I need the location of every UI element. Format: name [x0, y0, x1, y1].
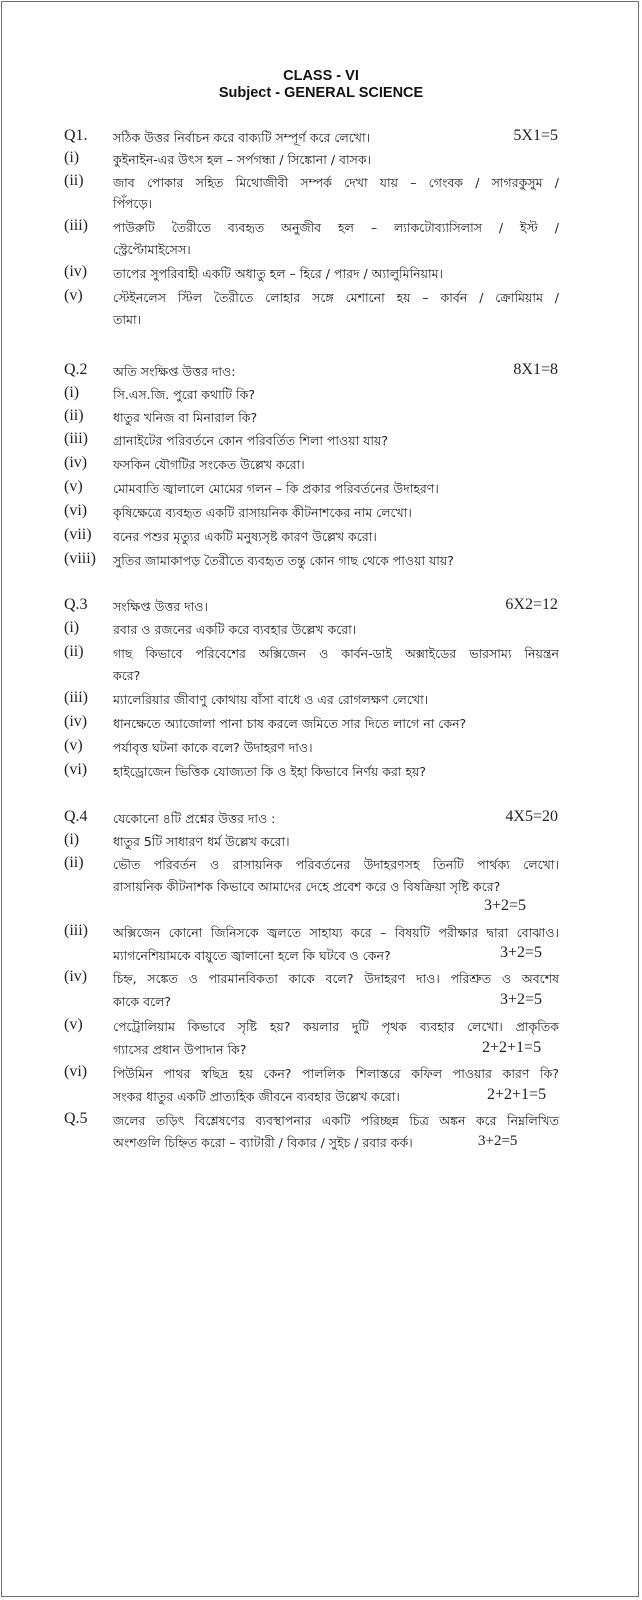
q4-item-iii-cont	[58, 945, 558, 965]
q3-item-i	[58, 619, 558, 639]
q4-item-iii	[58, 922, 558, 942]
q4-item-iv	[58, 968, 558, 988]
q3-number: Q.3	[64, 596, 88, 613]
q2-item-text: সুতির জামাকাপড় তৈরীতে ব্যবহৃত তন্তু কোন গাছ থেকে পাওয়া যায়?	[113, 553, 454, 568]
q4-item-text: পেট্রোলিয়াম কিভাবে সৃষ্টি হয়? কয়লার দুটি পৃথক ব্যবহার লেখো। প্রাকৃতিক	[113, 1019, 559, 1034]
q3-header	[58, 596, 558, 616]
q1-marks: 5X1=5	[513, 127, 558, 144]
q2-item-text: মোমবাতি জ্বালালে মোমের গলন – কি প্রকার পরিবর্তনের উদাহরণ।	[113, 481, 439, 496]
q5-marks: 3+2=5	[478, 1133, 518, 1149]
q1-item-iii	[58, 217, 558, 237]
q4-number: Q.4	[64, 808, 88, 825]
q3-item-number: (i)	[64, 619, 80, 636]
q2-item-text: গ্রানাইটের পরিবর্তনে কোন পরিবর্তিত শিলা পাওয়া যায়?	[113, 433, 389, 448]
q4-item-iv-marks: 3+2=5	[500, 991, 543, 1008]
q4-item-ii-cont	[58, 876, 558, 896]
class-heading: CLASS - VI	[283, 68, 359, 84]
q1-header	[58, 127, 558, 147]
q1-item-text-cont: তামা।	[113, 312, 142, 327]
q2-item-number: (vi)	[64, 502, 88, 519]
q4-item-text-cont: রাসায়নিক কীটনাশক কিভাবে আমাদের দেহে প্রবেশ করে ও বিষক্রিয়া সৃষ্টি করে?	[113, 879, 501, 894]
q2-item-iv	[58, 454, 558, 474]
q3-item-number: (v)	[64, 737, 83, 754]
q4-item-vi-marks: 2+2+1=5	[487, 1086, 547, 1103]
q4-item-text-cont: কাকে বলে?	[113, 994, 172, 1009]
q4-item-vi	[58, 1063, 558, 1083]
q1-item-iv	[58, 263, 558, 283]
q2-item-text: ধাতুর খনিজ বা মিনারাল কি?	[113, 410, 258, 425]
q2-number: Q.2	[64, 361, 88, 378]
q2-item-number: (iv)	[64, 454, 88, 471]
q2-item-number: (ii)	[64, 407, 84, 424]
q5-number: Q.5	[64, 1110, 88, 1127]
q1-item-number: (iii)	[64, 217, 88, 234]
q5-text-cont: অংশগুলি চিহ্নিত করো – ব্যাটারী / বিকার / সুইচ / রবার কর্ক।	[113, 1135, 413, 1150]
q3-item-number: (ii)	[64, 643, 84, 660]
q1-item-text: তাপের সুপরিবাহী একটি অধাতু হল – হিরে / পারদ / অ্যালুমিনিয়াম।	[113, 266, 444, 281]
q4-marks: 4X5=20	[505, 808, 558, 825]
q1-item-number: (i)	[64, 149, 80, 166]
q1-item-text: স্টেইনলেস স্টিল তৈরীতে লোহার সঙ্গে মেশানো হয় – কার্বন / ক্রোমিয়াম /	[113, 290, 559, 305]
q4-item-text-cont: ম্যাগনেশিয়ামকে বায়ুতে জ্বালানো হলে কি ঘটবে ও কেন?	[113, 948, 391, 963]
q3-instruction: সংক্ষিপ্ত উত্তর দাও।	[113, 599, 208, 614]
q2-item-text: বনের পশুর মৃত্যুর একটি মনুষ্যসৃষ্ট কারণ উল্লেখ করো।	[113, 529, 377, 544]
q2-item-i	[58, 384, 558, 404]
q3-item-iii	[58, 689, 558, 709]
q4-item-v-marks: 2+2+1=5	[482, 1039, 542, 1056]
q2-item-number: (vii)	[64, 526, 92, 543]
q3-item-vi	[58, 761, 558, 781]
q1-item-number: (iv)	[64, 263, 88, 280]
q4-item-i	[58, 831, 558, 851]
q1-item-text: জাব পোকার সহিত মিথোজীবী সম্পর্ক দেখা যায় – গেংবক / সাগরকুসুম /	[113, 175, 559, 190]
q2-item-number: (i)	[64, 384, 80, 401]
q3-item-number: (vi)	[64, 761, 88, 778]
q5-line-1	[58, 1110, 558, 1130]
q4-item-iv-cont	[58, 991, 558, 1011]
q3-item-text: ধানক্ষেতে অ্যাজোলা পানা চাষ করলে জমিতে সার দিতে লাগে না কেন?	[113, 716, 467, 731]
q2-item-number: (v)	[64, 478, 83, 495]
q4-item-iii-marks: 3+2=5	[500, 944, 543, 961]
q2-item-vii	[58, 526, 558, 546]
q3-item-text: হাইড্রোজেন ভিত্তিক যোজ্যতা কি ও ইহা কিভাবে নির্ণয় করা হয়?	[113, 764, 427, 779]
q1-item-number: (ii)	[64, 172, 84, 189]
q1-item-iii-cont	[58, 239, 558, 259]
q4-item-text: অক্সিজেন কোনো জিনিসকে জ্বলতে সাহায্য করে – বিষয়টি পরীক্ষার দ্বারা বোঝাও।	[113, 925, 559, 940]
q4-item-number: (iv)	[64, 968, 88, 985]
q2-item-v	[58, 478, 558, 498]
q3-item-text: রবার ও রজনের একটি করে ব্যবহার উল্লেখ করো।	[113, 622, 357, 637]
q5-text: জলের তড়িৎ বিশ্লেষণের ব্যবস্থাপনার একটি পরিচ্ছন্ন চিত্র অঙ্কন করে নিম্নলিখিত	[113, 1113, 559, 1128]
q1-item-number: (v)	[64, 287, 83, 304]
q1-item-ii-cont	[58, 193, 558, 213]
q4-instruction: যেকোনো ৪টি প্রশ্নের উত্তর দাও :	[113, 811, 276, 826]
q3-item-iv	[58, 713, 558, 733]
q4-item-text-cont: সংকর ধাতুর একটি প্রাত্যহিক জীবনে ব্যবহার উল্লেখ করো।	[113, 1089, 400, 1104]
q1-item-v	[58, 287, 558, 307]
q4-item-text: ধাতুর 5টি সাধারণ ধর্ম উল্লেখ করো।	[113, 834, 290, 849]
q2-item-vi	[58, 502, 558, 522]
q4-item-text: চিহ্ন, সঙ্কেত ও পারমানবিকতা কাকে বলে? উদাহরণ দাও। পরিশ্রুত ও অবশেষ	[113, 971, 559, 986]
q2-marks: 8X1=8	[513, 361, 558, 378]
q1-item-text: কুইনাইন-এর উৎস হল – সর্পগন্ধা / সিঙ্কোনা / বাসক।	[113, 152, 372, 167]
q1-item-text: পাউরুটি তৈরীতে ব্যবহৃত অনুজীব হল – ল্যাকটোব্যাসিলাস / ইস্ট /	[113, 220, 559, 235]
q2-item-number: (iii)	[64, 430, 88, 447]
q2-item-text: কৃষিক্ষেত্রে ব্যবহৃত একটি রাসায়নিক কীটনাশকের নাম লেখো।	[113, 505, 412, 520]
q3-item-text-cont: করে?	[113, 668, 141, 683]
q3-item-text: পর্যাবৃত্ত ঘটনা কাকে বলে? উদাহরণ দাও।	[113, 740, 313, 755]
q1-instruction: সঠিক উত্তর নির্বাচন করে বাক্যটি সম্পূর্ণ করে লেখো।	[113, 130, 371, 145]
q4-header	[58, 808, 558, 828]
q3-marks: 6X2=12	[505, 596, 558, 613]
q4-item-text: ভৌত পরিবর্তন ও রাসায়নিক পরিবর্তনের উদাহরণসহ তিনটি পার্থক্য লেখো।	[113, 857, 559, 872]
q3-item-number: (iii)	[64, 689, 88, 706]
q1-item-v-cont	[58, 309, 558, 329]
subject-heading: Subject - GENERAL SCIENCE	[218, 85, 424, 101]
q1-item-ii	[58, 172, 558, 192]
q2-header	[58, 361, 558, 381]
q2-item-text: ফসকিন যৌগটির সংকেত উল্লেখ করো।	[113, 457, 305, 472]
q2-item-text: সি.এস.জি. পুরো কথাটি কি?	[113, 387, 256, 402]
q4-item-vi-cont	[58, 1086, 558, 1106]
q3-item-ii-cont	[58, 665, 558, 685]
q1-item-text-cont: স্ট্রেপ্টোমাইসেস।	[113, 242, 191, 257]
q4-item-number: (ii)	[64, 854, 84, 871]
q1-number: Q1.	[64, 127, 88, 144]
q1-item-text-cont: পিঁপড়ে।	[113, 196, 152, 211]
q2-item-iii	[58, 430, 558, 450]
q2-item-ii	[58, 407, 558, 427]
q2-item-number: (viii)	[64, 550, 96, 567]
q4-item-number: (i)	[64, 831, 80, 848]
q4-item-ii-marks: 3+2=5	[484, 897, 527, 914]
q3-item-number: (iv)	[64, 713, 88, 730]
q1-item-i	[58, 149, 558, 169]
q4-item-number: (v)	[64, 1016, 83, 1033]
q3-item-text: ম্যালেরিয়ার জীবাণু কোথায় বাঁসা বাধে ও এর রোগলক্ষণ লেখো।	[113, 692, 429, 707]
q3-item-text: গাছ কিভাবে পরিবেশের অক্সিজেন ও কার্বন-ডাই অক্সাইডের ভারসাম্য নিয়ন্ত্রন	[113, 646, 559, 661]
q2-item-viii	[58, 550, 558, 570]
q4-item-number: (iii)	[64, 922, 88, 939]
q4-item-text-cont: গ্যাসের প্রধান উপাদান কি?	[113, 1042, 247, 1057]
q4-item-ii	[58, 854, 558, 874]
q3-item-ii	[58, 643, 558, 663]
q3-item-v	[58, 737, 558, 757]
q4-item-number: (vi)	[64, 1063, 88, 1080]
q4-item-text: পিউমিন পাথর স্বছিদ্র হয় কেন? পাললিক শিলাস্তরে কফিল পাওয়ার কারণ কি?	[113, 1066, 559, 1081]
q4-item-v	[58, 1016, 558, 1036]
q2-instruction: অতি সংক্ষিপ্ত উত্তর দাও:	[113, 364, 236, 379]
